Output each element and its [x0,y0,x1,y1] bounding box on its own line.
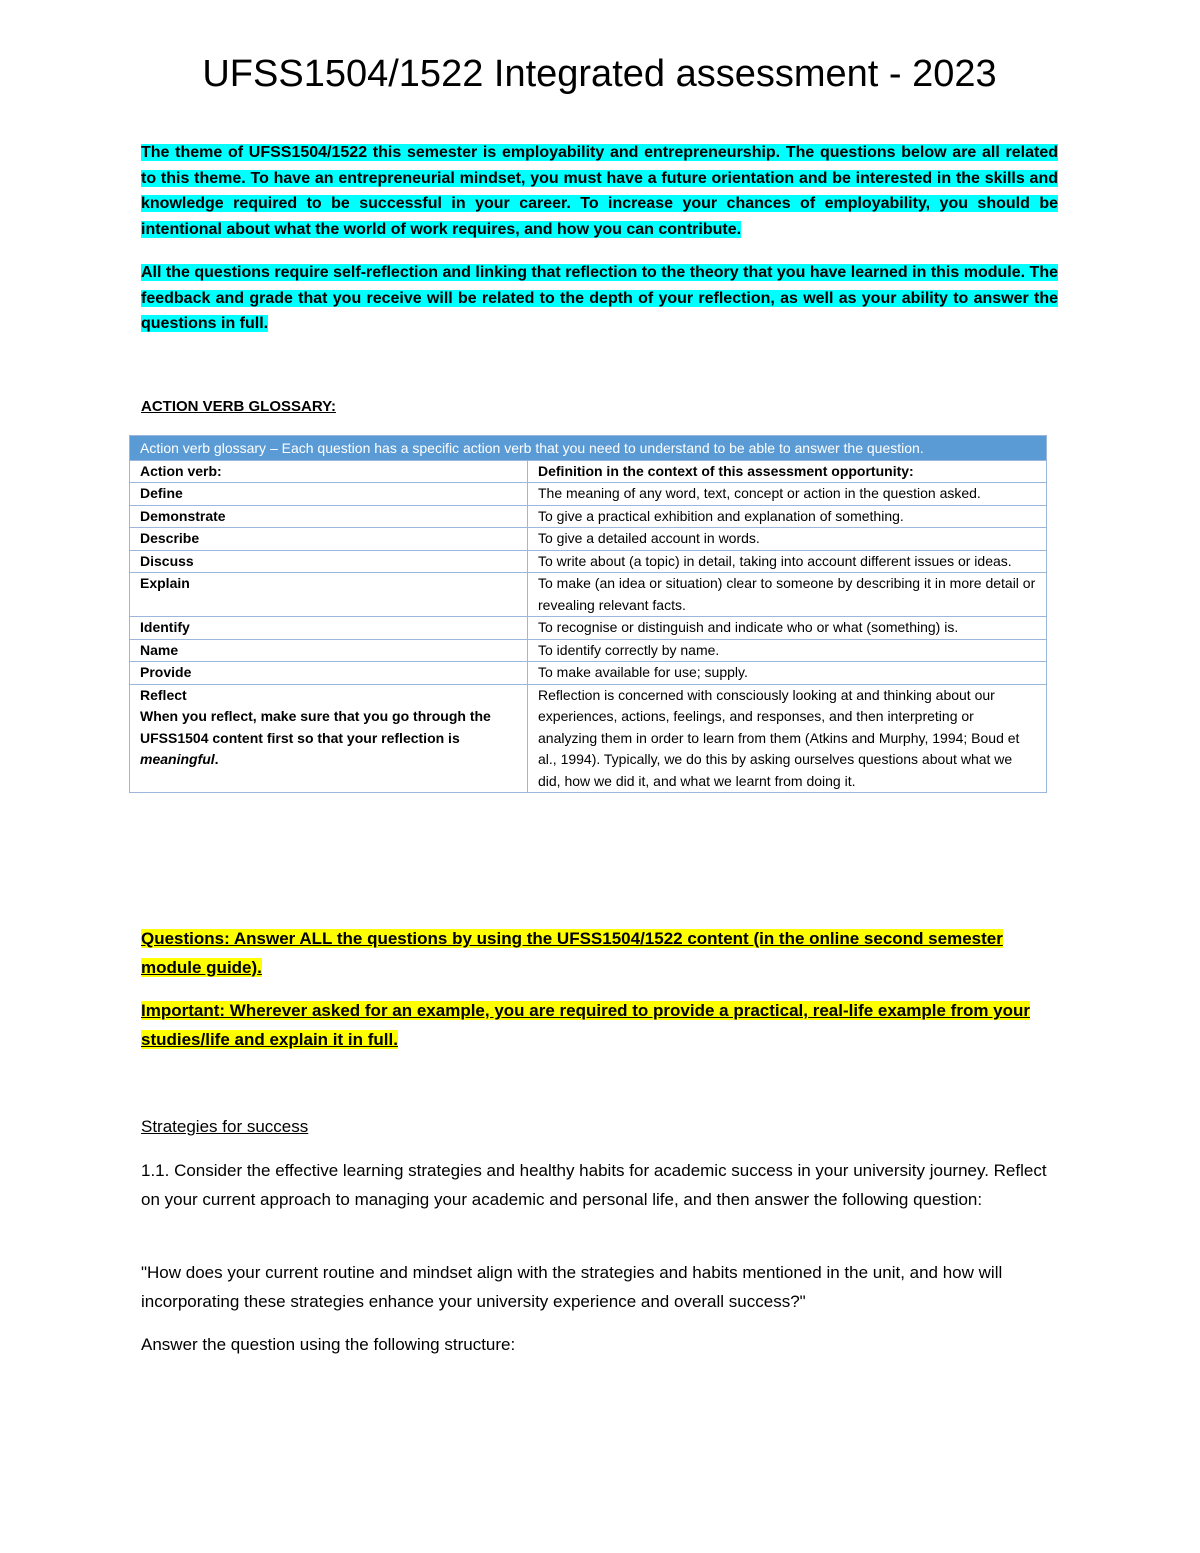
glossary-row [130,573,1047,617]
intro-paragraph-theme [141,140,1058,242]
glossary-row [130,550,1047,573]
glossary-row [130,639,1047,662]
reflect-verb: Reflect [140,686,187,703]
structure-instruction: Answer the question using the following structure: [141,1335,516,1354]
verb-cell: Provide [130,662,528,685]
verb-cell: Define [130,483,528,506]
glossary-caption: Action verb glossary – Each question has a specific action verb that you need to understand to be able to answer the question. [130,436,1047,461]
glossary-row-reflect [130,684,1047,793]
action-verb-glossary-table [129,435,1047,793]
glossary-row [130,528,1047,551]
verb-cell: Describe [130,528,528,551]
reflect-note-end: . [214,751,219,767]
column-header-definition: Definition in the context of this assessment opportunity: [528,460,1047,483]
glossary-column-header-row [130,460,1047,483]
important-instruction [141,997,1058,1054]
glossary-row [130,505,1047,528]
definition-cell-reflect: Reflection is concerned with consciously looking at and thinking about our experiences, actions, feelings, and responses, and then interpreting or analyzing them in order to learn from them (Atkins and Murphy, 1994; Boud et al., 1994). Typically, we do this by asking ourselves questions about what we did, how we did it, and what we learnt from doing it. [528,684,1047,793]
question-1-1: 1.1. Consider the effective learning strategies and healthy habits for academic success in your university journey. Reflect on your current approach to managing your academic and personal life, and then answer the following question: [141,1161,1047,1209]
definition-cell: To make available for use; supply. [528,662,1047,685]
glossary-row [130,617,1047,640]
intro-paragraph-reflection [141,260,1058,337]
verb-cell-reflect [130,684,528,793]
definition-cell: To make (an idea or situation) clear to someone by describing it in more detail or revealing relevant facts. [528,573,1047,617]
reflect-note-text: When you reflect, make sure that you go through the UFSS1504 content first so that your reflection is [140,708,491,746]
glossary-caption-row [130,436,1047,461]
column-header-verb: Action verb: [130,460,528,483]
definition-cell: To identify correctly by name. [528,639,1047,662]
definition-cell: To write about (a topic) in detail, taking into account different issues or ideas. [528,550,1047,573]
verb-cell: Identify [130,617,528,640]
reflect-note-emphasis: meaningful [140,751,215,767]
glossary-row [130,662,1047,685]
question-quote: "How does your current routine and mindset align with the strategies and habits mentioned in the unit, and how will incorporating these strategies enhance your university experience and overall success?" [141,1263,1003,1311]
definition-cell: To give a detailed account in words. [528,528,1047,551]
reflect-note [140,706,517,771]
important-instruction-text: Important: Wherever asked for an example, you are required to provide a practical, real-life example from your studies/life and explain it in full. [141,1001,1031,1049]
section-heading: Strategies for success [141,1117,309,1136]
questions-instruction [141,925,1058,982]
verb-cell: Demonstrate [130,505,528,528]
verb-cell: Explain [130,573,528,617]
document-title: UFSS1504/1522 Integrated assessment - 2023 [202,53,997,95]
verb-cell: Name [130,639,528,662]
intro-theme-text: The theme of UFSS1504/1522 this semester is employability and entrepreneurship. The questions below are all related to this theme. To have an entrepreneurial mindset, you must have a future orientation and be interested in the skills and knowledge required to be successful in your career. To increase your chances of employability, you should be intentional about what the world of work requires, and how you can contribute. [141,144,1058,238]
definition-cell: To recognise or distinguish and indicate who or what (something) is. [528,617,1047,640]
intro-reflection-text: All the questions require self-reflection and linking that reflection to the theory that you have learned in this module. The feedback and grade that you receive will be related to the depth of your reflection, as well as your ability to answer the questions in full. [141,264,1058,332]
definition-cell: The meaning of any word, text, concept or action in the question asked. [528,483,1047,506]
glossary-row [130,483,1047,506]
glossary-heading: ACTION VERB GLOSSARY: [141,398,337,415]
questions-instruction-text: Questions: Answer ALL the questions by using the UFSS1504/1522 content (in the online second semester module guide). [141,929,1003,977]
verb-cell: Discuss [130,550,528,573]
definition-cell: To give a practical exhibition and explanation of something. [528,505,1047,528]
